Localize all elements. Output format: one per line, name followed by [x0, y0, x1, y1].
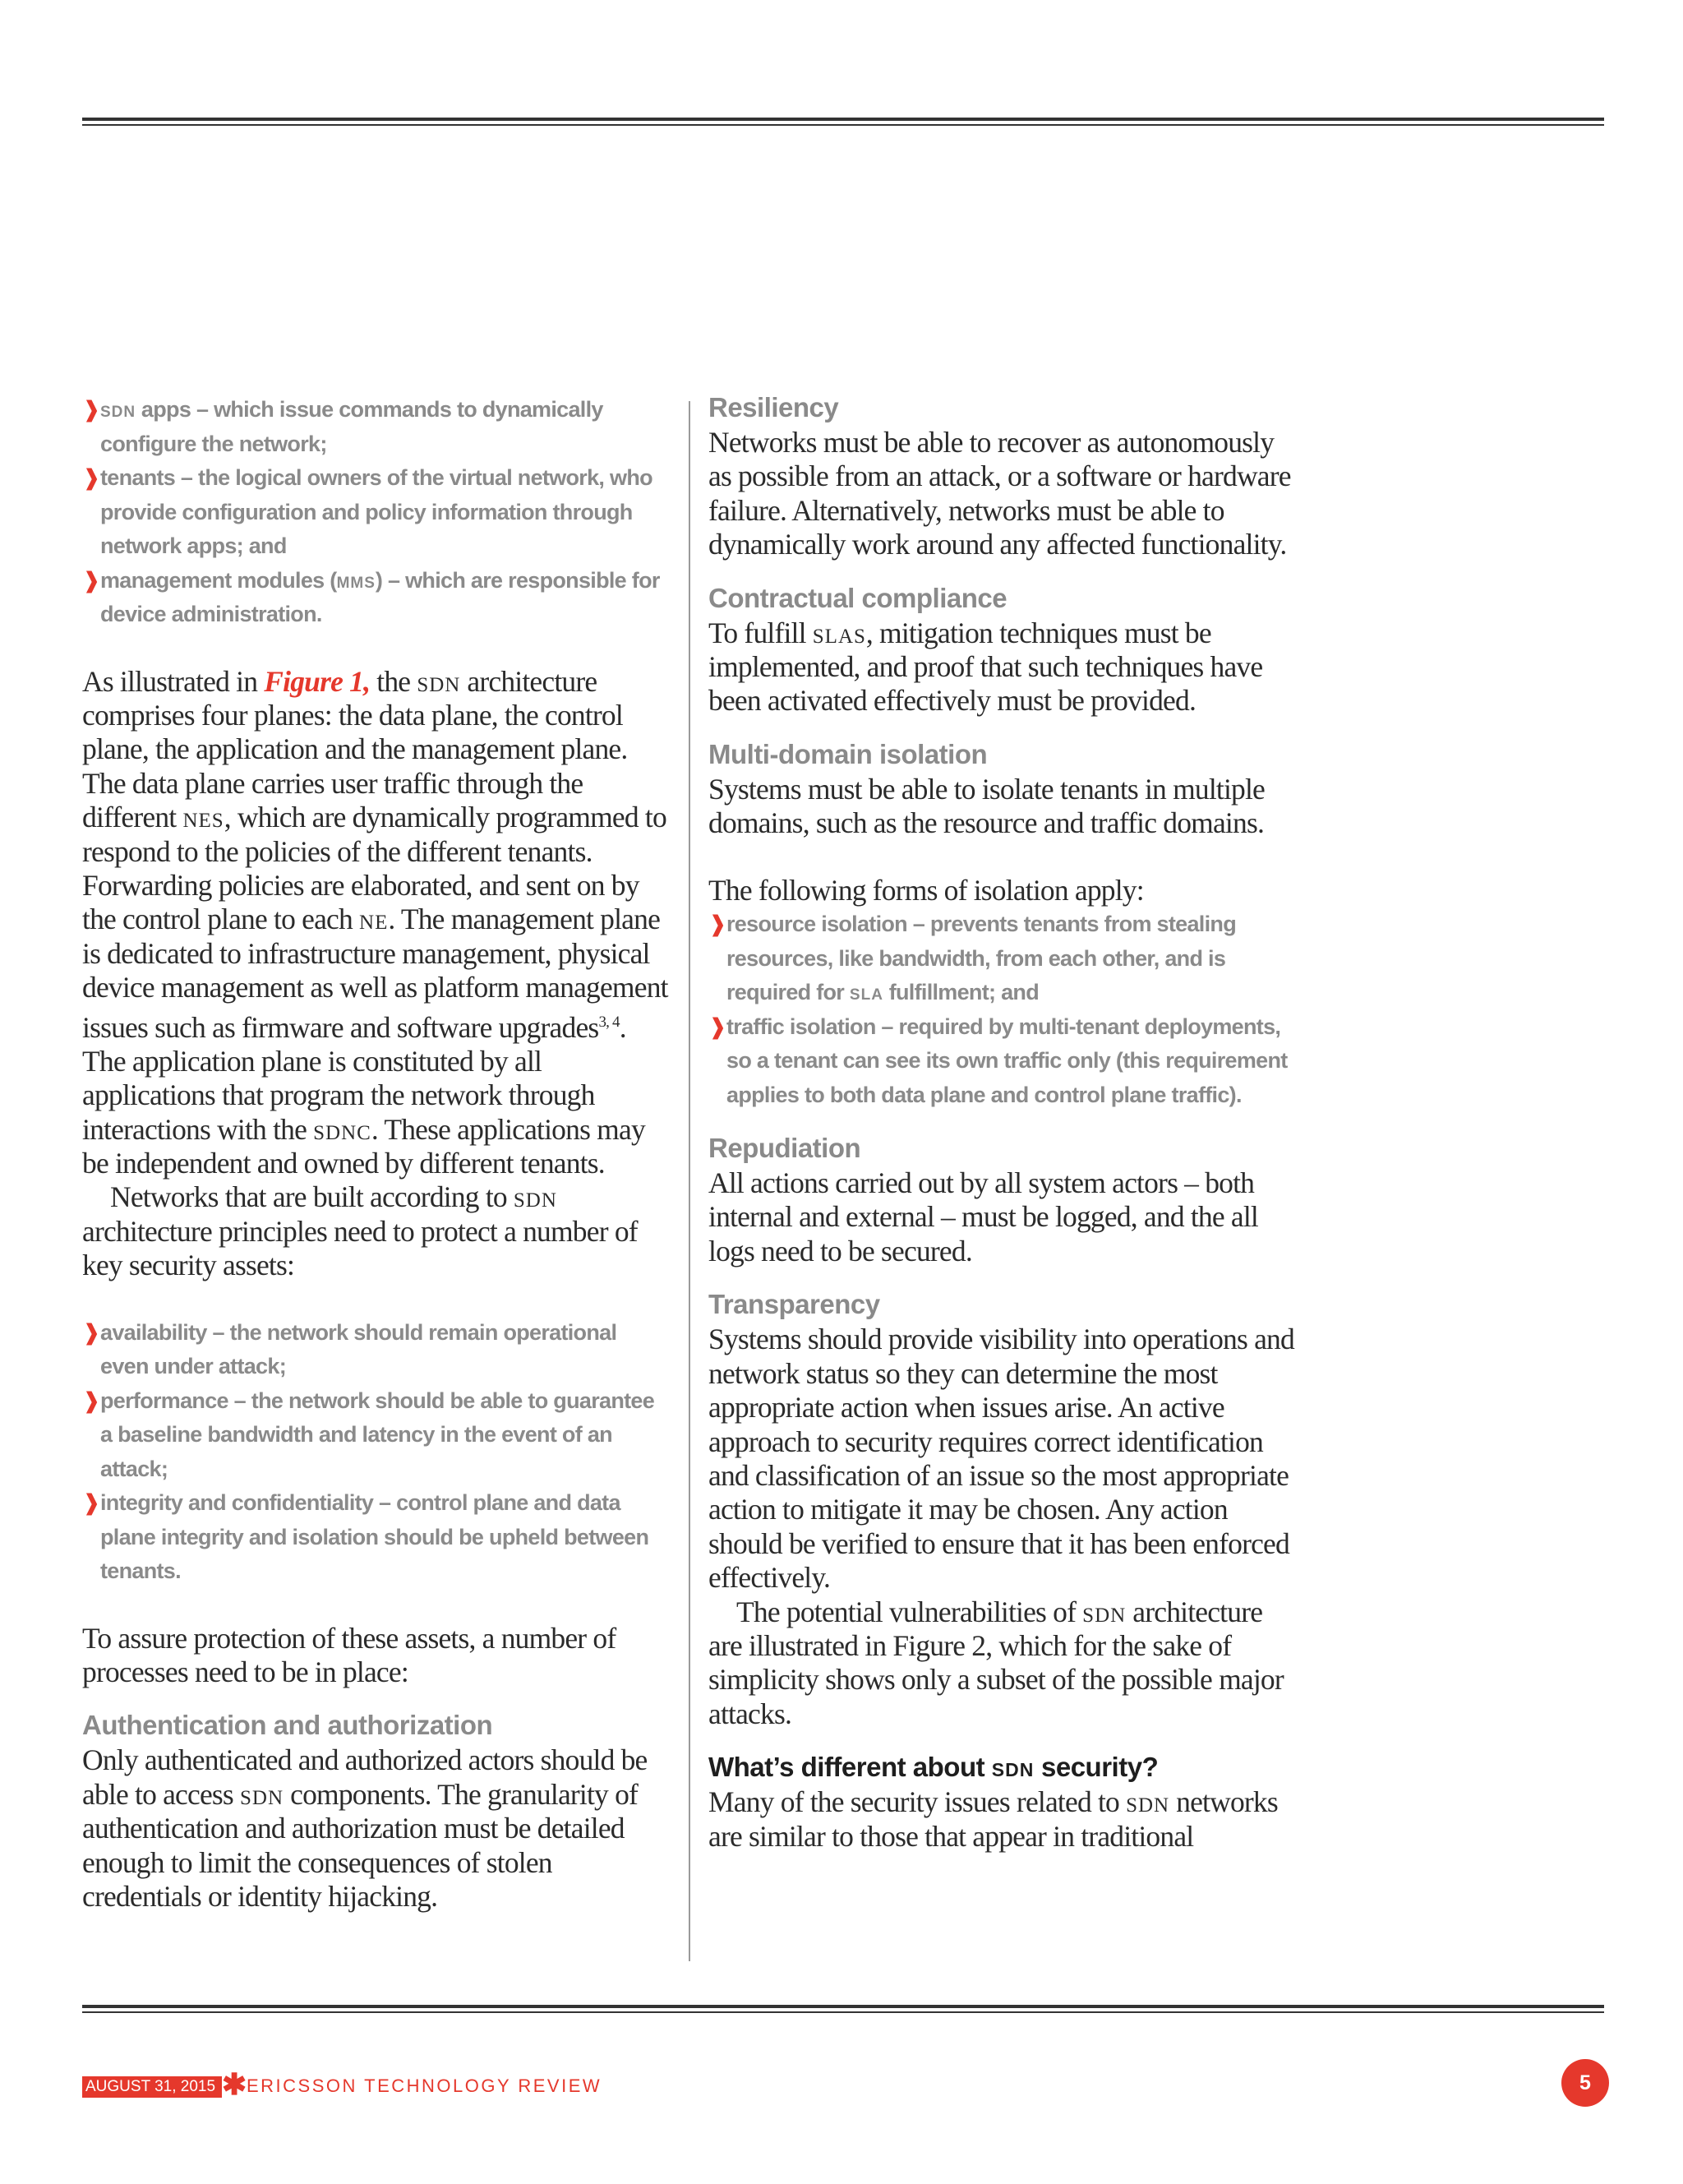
chevron-icon: ❱	[708, 912, 726, 937]
list-item: ❱ availability – the network should remain operational even under attack;	[82, 1316, 670, 1384]
repudiation-heading: Repudiation	[708, 1133, 861, 1164]
column-divider	[689, 401, 690, 1961]
list-item: ❱ integrity and confidentiality – control plane and data plane integrity and isolation should be upheld between tenants.	[82, 1486, 670, 1589]
sdn-security-paragraph: Many of the security issues related to sdn networks are similar to those that appear in traditional	[708, 1785, 1278, 1853]
multi-domain-paragraph: Systems must be able to isolate tenants in multiple domains, such as the resource and traffic domains.	[708, 772, 1266, 840]
vulnerabilities-paragraph: The potential vulnerabilities of sdn architecture are illustrated in Figure 2, which for the sake of simplicity shows only a subset of the possible major attacks.	[708, 1595, 1284, 1730]
multi-domain-heading: Multi-domain isolation	[708, 738, 988, 769]
chevron-icon: ❱	[82, 465, 100, 490]
left-column	[82, 393, 670, 1914]
list-item: ❱ management modules (mms) – which are responsible for device administration.	[82, 564, 670, 632]
right-column	[708, 390, 1300, 1854]
processes-paragraph: To assure protection of these assets, a number of processes need to be in place:	[82, 1621, 616, 1689]
list-item: ❱ tenants – the logical owners of the virtual network, who provide configuration and policy information through network apps; and	[82, 461, 670, 564]
publication-name: ERICSSON TECHNOLOGY REVIEW	[247, 2075, 602, 2096]
bottom-rule	[82, 2005, 1604, 2008]
isolation-intro: The following forms of isolation apply:	[708, 873, 1144, 907]
auth-paragraph: Only authenticated and authorized actors should be able to access sdn components. The granularity of authentication and authorization must be detailed enough to limit the consequences of stolen credentials or identity hijacking.	[82, 1743, 648, 1914]
chevron-icon: ❱	[82, 397, 100, 422]
list-item: ❱ performance – the network should be able to guarantee a baseline bandwidth and latency in the event of an attack;	[82, 1384, 670, 1487]
resiliency-paragraph: Networks must be able to recover as autonomously as possible from an attack, or a software or hardware failure. Alternatively, networks must be able to dynamically work around any affected functionality.	[708, 426, 1291, 561]
contractual-heading: Contractual compliance	[708, 582, 1007, 613]
transparency-paragraph: Systems should provide visibility into operations and network status so they can determine the most appropriate action when issues arise. An active approach to security requires correct identification and classification of an issue so the most appropriate action to mitigate it may be chosen. Any action should be verified to ensure that it has been enforced effectively.	[708, 1323, 1294, 1595]
sdn-security-heading: What’s different about sdn security?	[708, 1752, 1159, 1783]
chevron-icon: ❱	[82, 567, 100, 593]
list-item: ❱ resource isolation – prevents tenants from stealing resources, like bandwidth, from each other, and is required for sla fulfillment; and	[708, 907, 1300, 1010]
figure-1-link[interactable]: Figure 1,	[264, 664, 371, 698]
isolation-list	[708, 907, 1300, 1112]
actor-list	[82, 393, 670, 632]
security-assets-paragraph: Networks that are built according to sdn architecture principles need to protect a number of key security assets:	[82, 1180, 638, 1282]
security-assets-list	[82, 1316, 670, 1589]
asterisk-icon: ✱	[222, 2067, 247, 2101]
transparency-heading: Transparency	[708, 1289, 880, 1320]
issue-date: AUGUST 31, 2015	[82, 2076, 222, 2098]
contractual-paragraph: To fulfill slas, mitigation techniques must be implemented, and proof that such techniques have been activated effectively must be provided.	[708, 616, 1263, 718]
list-item: ❱ traffic isolation – required by multi-tenant deployments, so a tenant can see its own traffic only (this requirement applies to both data plane and control plane traffic).	[708, 1010, 1300, 1113]
chevron-icon: ❱	[82, 1490, 100, 1516]
chevron-icon: ❱	[82, 1388, 100, 1413]
list-item: ❱ sdn apps – which issue commands to dynamically configure the network;	[82, 393, 670, 461]
repudiation-paragraph: All actions carried out by all system actors – both internal and external – must be logged, and the all logs need to be secured.	[708, 1166, 1258, 1267]
auth-heading: Authentication and authorization	[82, 1710, 493, 1741]
chevron-icon: ❱	[708, 1014, 726, 1039]
resiliency-heading: Resiliency	[708, 392, 839, 422]
chevron-icon: ❱	[82, 1319, 100, 1345]
top-rule	[82, 118, 1604, 121]
page-number: 5	[1561, 2059, 1609, 2107]
architecture-paragraph: As illustrated in Figure 1, the sdn architecture comprises four planes: the data plane, the control plane, the application and the management plane. The data plane carries user traffic through the different nes, which are dynamically programmed to respond to the policies of the different tenants. Forwarding policies are elaborated, and sent on by the control plane to each ne. The management plane is dedicated to infrastructure management, physical device management as well as platform management issues such as firmware and software upgrades$^{3, 4}$. The application plane is constituted by all applications that program the network through interactions with the sdnc. These applications may be independent and owned by different tenants.	[82, 664, 668, 1180]
